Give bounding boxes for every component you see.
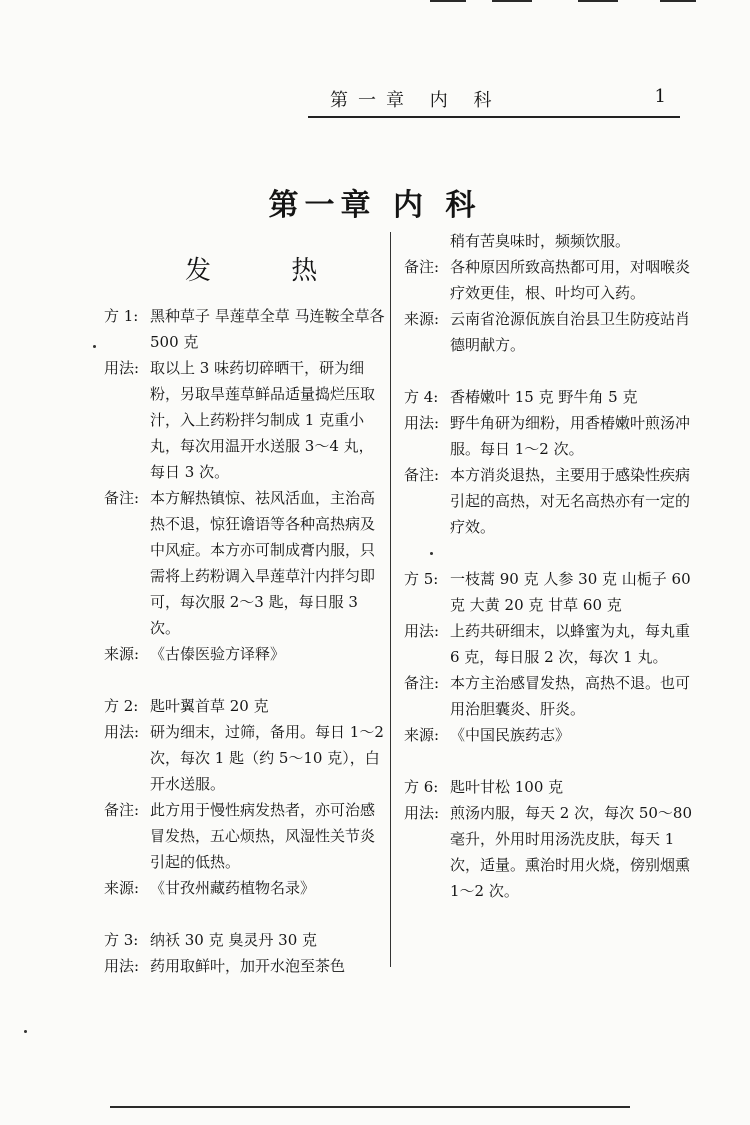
entry-label: 用法: — [104, 957, 140, 975]
prescription-entry — [404, 410, 694, 462]
entry-text: 一枝蒿 90 克 人参 30 克 山栀子 60 克 大黄 20 克 甘草 60 克 — [450, 570, 691, 614]
chapter-title: 第一章 内 科 — [268, 188, 482, 223]
entry-gap — [104, 901, 386, 927]
entry-label: 方 3: — [104, 931, 139, 949]
entry-text: 香椿嫩叶 15 克 野牛角 5 克 — [450, 388, 638, 406]
entry-text: 野牛角研为细粉，用香椿嫩叶煎汤冲服。每日 1～2 次。 — [450, 414, 691, 458]
prescription-entry — [404, 722, 694, 748]
entry-text: 煎汤内服，每天 2 次，每次 50～80 毫升，外用时用汤洗皮肤，每天 1 次，适量。熏治时用火烧，傍别烟熏 1～2 次。 — [450, 804, 693, 900]
entry-gap — [404, 748, 694, 774]
prescription-entry — [104, 693, 386, 719]
entry-text: 《古傣医验方译释》 — [150, 645, 286, 663]
prescription-entry — [404, 384, 694, 410]
scan-mark — [430, 0, 466, 2]
prescription-entry — [404, 618, 694, 670]
entry-label: 备注: — [104, 489, 140, 507]
entry-text: 纳袄 30 克 臭灵丹 30 克 — [150, 931, 318, 949]
prescription-entry — [404, 462, 694, 540]
entry-label: 备注: — [404, 674, 440, 692]
footer-rule — [110, 1106, 630, 1108]
prescription-entry — [104, 927, 386, 953]
scan-mark — [492, 0, 532, 2]
entry-text: 本方主治感冒发热，高热不退。也可用治胆囊炎、肝炎。 — [450, 674, 691, 718]
entry-text: 匙叶甘松 100 克 — [450, 778, 564, 796]
entry-label: 来源: — [404, 310, 440, 328]
prescription-entry — [104, 303, 386, 355]
left-column — [104, 303, 386, 979]
scan-speck — [93, 345, 96, 348]
header-rule — [308, 116, 680, 118]
entry-text: 研为细末，过筛，备用。每日 1～2 次，每次 1 匙（约 5～10 克），白开水送服。 — [150, 723, 384, 793]
prescription-entry — [104, 355, 386, 485]
prescription-entry — [104, 719, 386, 797]
entry-text: 匙叶翼首草 20 克 — [150, 697, 269, 715]
entry-label: 方 2: — [104, 697, 139, 715]
entry-label: 备注: — [404, 466, 440, 484]
entry-label: 用法: — [404, 622, 440, 640]
prescription-entry — [104, 485, 386, 641]
entry-label: 方 1: — [104, 307, 139, 325]
entry-gap — [104, 667, 386, 693]
entry-label — [404, 228, 450, 254]
entry-text: 《中国民族药志》 — [450, 726, 571, 744]
scan-speck — [430, 552, 433, 555]
entry-text: 此方用于慢性病发热者，亦可治感冒发热，五心烦热，风湿性关节炎引起的低热。 — [150, 801, 376, 871]
running-header — [310, 86, 680, 110]
entry-text: 《甘孜州藏药植物名录》 — [150, 879, 316, 897]
prescription-entry — [404, 774, 694, 800]
section-title: 发 热 — [185, 256, 354, 286]
prescription-entry — [104, 875, 386, 901]
entry-label: 来源: — [104, 645, 140, 663]
entry-label: 用法: — [104, 359, 140, 377]
entry-text: 各种原因所致高热都可用，对咽喉炎疗效更佳，根、叶均可入药。 — [450, 258, 691, 302]
page-number: 1 — [654, 86, 666, 107]
prescription-entry — [404, 670, 694, 722]
right-column — [404, 228, 694, 904]
entry-gap — [404, 540, 694, 566]
prescription-entry — [104, 641, 386, 667]
entry-label: 用法: — [404, 804, 440, 822]
scan-mark — [578, 0, 618, 2]
prescription-entry — [404, 566, 694, 618]
prescription-entry — [404, 800, 694, 904]
entry-label: 备注: — [104, 801, 140, 819]
entry-text: 本方消炎退热，主要用于感染性疾病引起的高热，对无名高热亦有一定的疗效。 — [450, 466, 691, 536]
entry-label: 方 5: — [404, 570, 439, 588]
scan-speck — [24, 1030, 27, 1033]
entry-label: 来源: — [104, 879, 140, 897]
entry-text: 上药共研细末，以蜂蜜为丸，每丸重 6 克，每日服 2 次，每次 1 丸。 — [450, 622, 691, 666]
entry-text: 本方解热镇惊、祛风活血，主治高热不退，惊狂谵语等各种高热病及中风症。本方亦可制成膏内服，只需将上药粉调入旱莲草汁内拌匀即可，每次服 2～3 匙，每日服 3 次。 — [150, 489, 376, 637]
entry-text: 云南省沧源佤族自治县卫生防疫站肖德明献方。 — [450, 310, 691, 354]
entry-label: 方 6: — [404, 778, 439, 796]
entry-text: 稍有苦臭味时，频频饮服。 — [450, 232, 631, 250]
prescription-entry — [404, 228, 694, 254]
entry-text: 药用取鲜叶，加开水泡至茶色 — [150, 957, 346, 975]
scan-mark — [660, 0, 696, 2]
entry-gap — [404, 358, 694, 384]
prescription-entry — [404, 254, 694, 306]
entry-label: 用法: — [104, 723, 140, 741]
column-divider — [390, 232, 391, 967]
entry-text: 黑种草子 旱莲草全草 马连鞍全草各 500 克 — [150, 307, 385, 351]
prescription-entry — [104, 797, 386, 875]
header-title: 第一章 内 科 — [330, 90, 502, 111]
entry-label: 用法: — [404, 414, 440, 432]
entry-label: 来源: — [404, 726, 440, 744]
entry-label: 方 4: — [404, 388, 439, 406]
entry-label: 备注: — [404, 258, 440, 276]
prescription-entry — [104, 953, 386, 979]
entry-text: 取以上 3 味药切碎晒干，研为细粉，另取旱莲草鲜品适量捣烂压取汁，入上药粉拌匀制成 1 克重小丸，每次用温开水送服 3～4 丸，每日 3 次。 — [150, 359, 376, 481]
prescription-entry — [404, 306, 694, 358]
